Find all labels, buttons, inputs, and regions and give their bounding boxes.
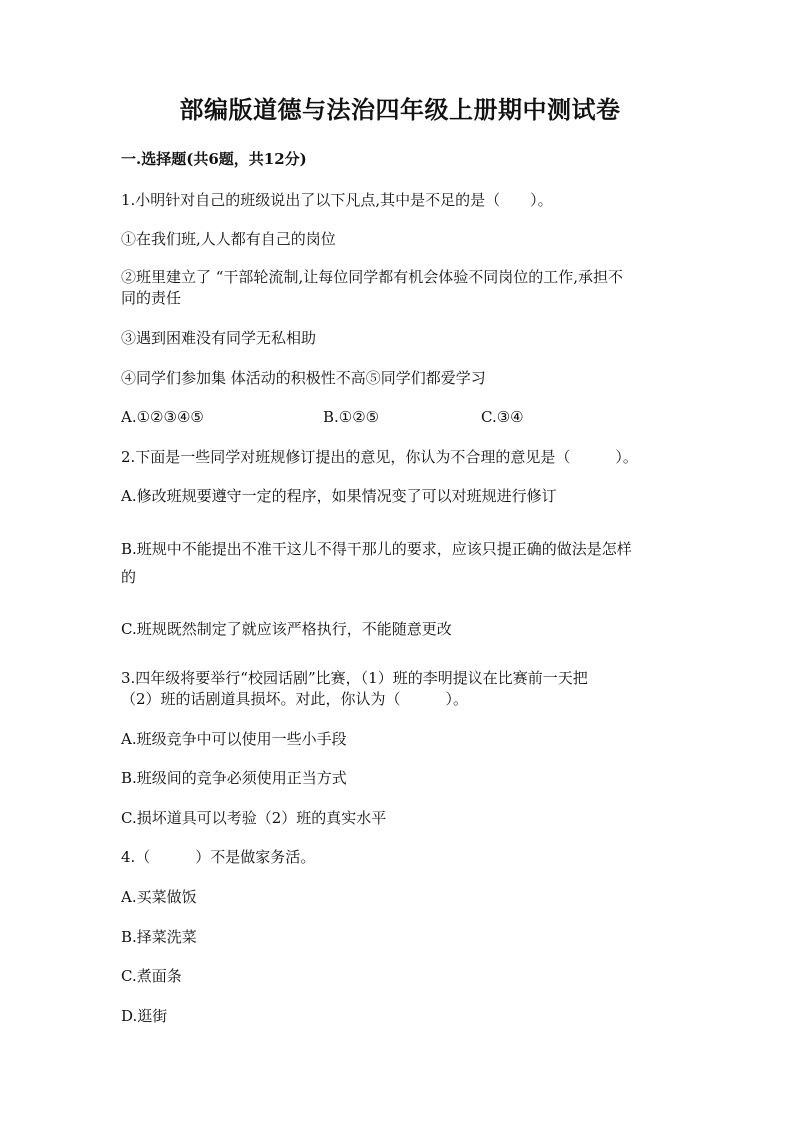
question-2-option-b-line-1: B.班规中不能提出不准干这儿不得干那儿的要求，应该只提正确的做法是怎样	[121, 540, 632, 558]
question-1-statement-1: ①在我们班,人人都有自己的岗位	[121, 230, 336, 248]
question-1-option-a: A.①②③④⑤	[121, 408, 204, 426]
question-4-option-d: D.逛街	[121, 1007, 168, 1025]
question-1-statement-3: ③遇到困难没有同学无私相助	[121, 329, 317, 347]
section-heading: 一.选择题(共6题，共12分)	[121, 150, 307, 168]
question-1-option-c: C.③④	[481, 408, 524, 426]
question-3-option-b: B.班级间的竞争必须使用正当方式	[121, 769, 347, 787]
question-3-stem-line-1: 3.四年级将要举行“校园话剧”比赛，（1）班的李明提议在比赛前一天把	[121, 669, 588, 687]
question-4-stem: 4.（ ）不是做家务活。	[121, 848, 316, 866]
question-1-option-b: B.①②⑤	[323, 408, 380, 426]
page-title: 部编版道德与法治四年级上册期中测试卷	[179, 95, 621, 124]
question-1-statement-2-line-2: 同的责任	[121, 289, 182, 307]
question-3-option-c: C.损坏道具可以考验（2）班的真实水平	[121, 809, 387, 827]
question-4-option-c: C.煮面条	[121, 967, 182, 985]
question-2-option-b-line-2: 的	[121, 568, 137, 586]
question-4-option-a: A.买菜做饭	[121, 888, 197, 906]
question-1-stem: 1.小明针对自己的班级说出了以下凡点,其中是不足的是（ ）。	[121, 191, 553, 209]
question-3-option-a: A.班级竞争中可以使用一些小手段	[121, 730, 347, 748]
question-2-stem: 2.下面是一些同学对班规修订提出的意见，你认为不合理的意见是（ ）。	[121, 448, 638, 466]
question-4-option-b: B.择菜洗菜	[121, 928, 197, 946]
question-2-option-a: A.修改班规要遵守一定的程序，如果情况变了可以对班规进行修订	[121, 487, 557, 505]
question-3-stem-line-2: （2）班的话剧道具损坏。对此，你认为（ ）。	[121, 690, 469, 708]
question-1-statement-2-line-1: ②班里建立了 “干部轮流制,让每位同学都有机会体验不同岗位的工作,承担不	[121, 268, 623, 286]
question-1-statement-4: ④同学们参加集 体活动的积极性不高⑤同学们都爱学习	[121, 369, 486, 387]
question-2-option-c: C.班规既然制定了就应该严格执行，不能随意更改	[121, 620, 452, 638]
